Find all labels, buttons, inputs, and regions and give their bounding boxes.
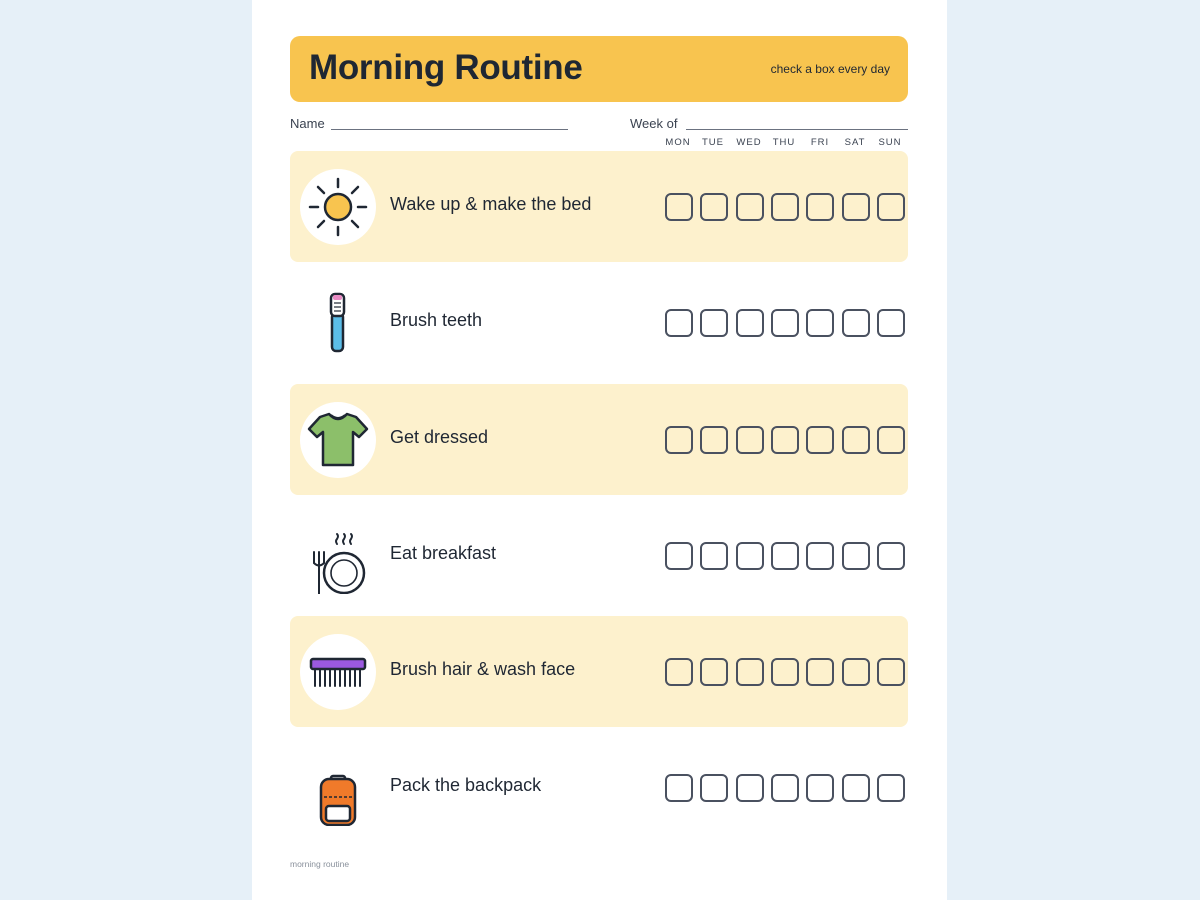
- checkbox-sun[interactable]: [877, 193, 905, 221]
- checkbox-mon[interactable]: [665, 658, 693, 686]
- checklist-page: [252, 0, 947, 900]
- checkbox-mon[interactable]: [665, 309, 693, 337]
- checkbox-thu[interactable]: [771, 542, 799, 570]
- checkbox-tue[interactable]: [700, 774, 728, 802]
- name-label: Name: [290, 116, 325, 131]
- checkbox-tue[interactable]: [700, 309, 728, 337]
- checkbox-thu[interactable]: [771, 426, 799, 454]
- name-field[interactable]: [331, 129, 568, 130]
- checkbox-sat[interactable]: [842, 426, 870, 454]
- days-header: [252, 137, 947, 151]
- checkbox-fri[interactable]: [806, 426, 834, 454]
- checkbox-sun[interactable]: [877, 426, 905, 454]
- checkbox-wed[interactable]: [736, 542, 764, 570]
- checkbox-sun[interactable]: [877, 542, 905, 570]
- checkbox-sun[interactable]: [877, 309, 905, 337]
- toothbrush-icon: [300, 285, 376, 361]
- day-fri: FRI: [810, 137, 830, 148]
- checkbox-thu[interactable]: [771, 193, 799, 221]
- checkbox-wed[interactable]: [736, 309, 764, 337]
- checkbox-fri[interactable]: [806, 774, 834, 802]
- task-row-get-dressed: [290, 384, 908, 495]
- day-sat: SAT: [844, 137, 866, 148]
- checkbox-sat[interactable]: [842, 193, 870, 221]
- day-sun: SUN: [878, 137, 902, 148]
- checkbox-tue[interactable]: [700, 658, 728, 686]
- page-title: Morning Routine: [309, 48, 583, 87]
- checkbox-sat[interactable]: [842, 658, 870, 686]
- task-label: Eat breakfast: [390, 543, 497, 563]
- comb-icon: [300, 634, 376, 710]
- day-wed: WED: [736, 137, 762, 148]
- checkbox-wed[interactable]: [736, 658, 764, 686]
- backpack-icon: [300, 750, 376, 826]
- day-thu: THU: [772, 137, 796, 148]
- task-row-wake-up: [290, 151, 908, 262]
- checkbox-wed[interactable]: [736, 193, 764, 221]
- day-tue: TUE: [702, 137, 724, 148]
- checkbox-tue[interactable]: [700, 193, 728, 221]
- checkbox-sat[interactable]: [842, 542, 870, 570]
- checkbox-sat[interactable]: [842, 774, 870, 802]
- task-row-brush-hair: [290, 616, 908, 727]
- week-of-label: Week of: [630, 116, 678, 131]
- checkbox-wed[interactable]: [736, 426, 764, 454]
- checkbox-fri[interactable]: [806, 542, 834, 570]
- sun-icon: [300, 169, 376, 245]
- plate-fork-icon: [300, 518, 376, 594]
- checkbox-fri[interactable]: [806, 309, 834, 337]
- title-banner: [290, 36, 908, 102]
- checkbox-thu[interactable]: [771, 658, 799, 686]
- week-of-field[interactable]: [686, 129, 908, 130]
- checkbox-wed[interactable]: [736, 774, 764, 802]
- task-row-pack-backpack: [290, 732, 908, 843]
- task-label: Brush teeth: [390, 310, 483, 330]
- checkbox-tue[interactable]: [700, 426, 728, 454]
- task-label: Get dressed: [390, 427, 489, 447]
- checkbox-sun[interactable]: [877, 774, 905, 802]
- checkbox-sun[interactable]: [877, 658, 905, 686]
- task-label: Pack the backpack: [390, 775, 542, 795]
- checkbox-fri[interactable]: [806, 193, 834, 221]
- task-row-brush-teeth: [290, 267, 908, 378]
- checkbox-mon[interactable]: [665, 542, 693, 570]
- checkbox-tue[interactable]: [700, 542, 728, 570]
- tagline: check a box every day: [770, 62, 890, 76]
- checkbox-mon[interactable]: [665, 774, 693, 802]
- task-label: Brush hair & wash face: [390, 659, 576, 679]
- task-row-eat-breakfast: [290, 500, 908, 611]
- checkbox-fri[interactable]: [806, 658, 834, 686]
- task-label: Wake up & make the bed: [390, 194, 592, 214]
- checkbox-thu[interactable]: [771, 309, 799, 337]
- footer-text: morning routine: [290, 859, 350, 869]
- checkbox-sat[interactable]: [842, 309, 870, 337]
- day-mon: MON: [665, 137, 691, 148]
- checkbox-mon[interactable]: [665, 426, 693, 454]
- checkbox-mon[interactable]: [665, 193, 693, 221]
- tshirt-icon: [300, 402, 376, 478]
- checkbox-thu[interactable]: [771, 774, 799, 802]
